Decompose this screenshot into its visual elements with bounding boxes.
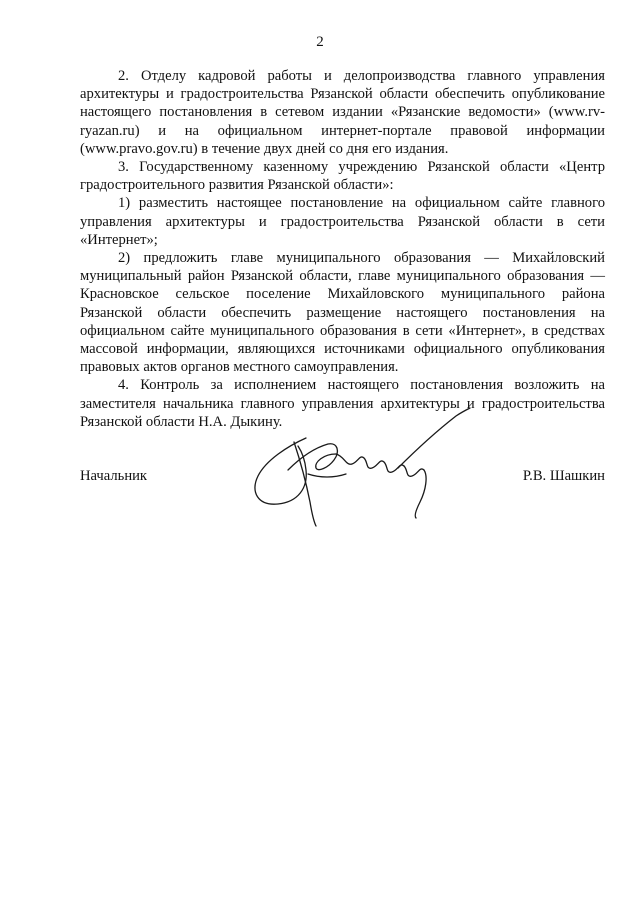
paragraph-3-2: 2) предложить главе муниципального образования — Михайловский муниципальный район Рязанской области, главе муниципального образования — Красновское сельское поселение Михайловского муниципального района Рязанской области обеспечить размещение настоящего постановления на официальном сайте муниципального образования в сети «Интернет», в средствах массовой информации, являющихся источниками официального опубликования правовых актов органов местного самоуправления. <box>80 250 605 376</box>
handwritten-signature-icon <box>248 398 473 530</box>
signer-name: Р.В. Шашкин <box>522 468 605 484</box>
signature-strokes <box>255 408 470 526</box>
paragraph-2: 2. Отделу кадровой работы и делопроизводства главного управления архитектуры и градостроительства Рязанской области обеспечить опубликование настоящего постановления в сетевом издании «Рязанские ведомости» (www.rv-ryazan.ru) и на официальном интернет-портале правовой информации (www.pravo.gov.ru) в течение двух дней со дня его издания. <box>80 68 605 157</box>
paragraph-4: 4. Контроль за исполнением настоящего постановления возложить на заместителя начальника главного управления архитектуры и градостроительства Рязанской области Н.А. Дыкину. <box>80 377 605 430</box>
paragraph-3-1: 1) разместить настоящее постановление на официальном сайте главного управления архитектуры и градостроительства Рязанской области в сети «Интернет»; <box>80 195 605 248</box>
paragraph-3: 3. Государственному казенному учреждению Рязанской области «Центр градостроительного развития Рязанской области»: <box>80 159 605 194</box>
page-number: 2 <box>316 34 324 50</box>
document-body <box>80 67 605 431</box>
signature-block <box>80 468 605 488</box>
signer-position: Начальник <box>80 468 148 484</box>
